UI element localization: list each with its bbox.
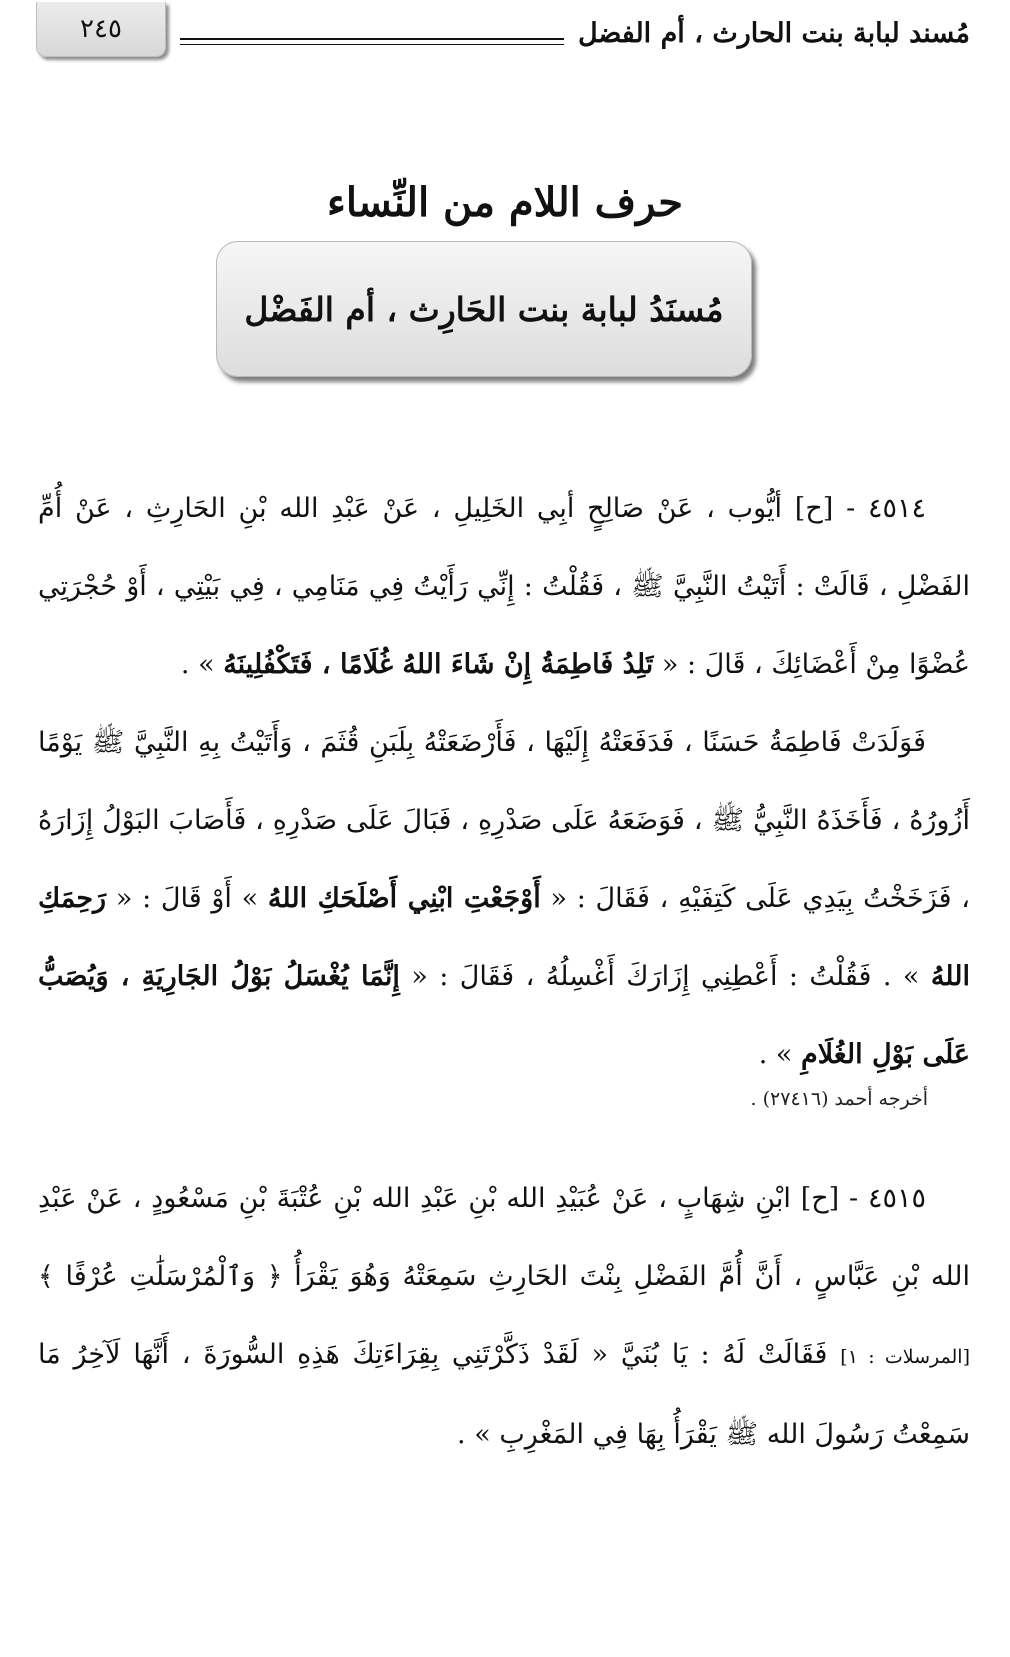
prophetic-quote: إِنَّمَا يُغْسَلُ بَوْلُ الجَارِيَةِ ، وَيُصَبُّ عَلَى بَوْلِ الغُلَامِ (38, 961, 970, 1070)
prophetic-quote: أَوْجَعْتِ ابْنِي أَصْلَحَكِ اللهُ (267, 883, 541, 914)
hadith-4514-paragraph-2 (38, 704, 970, 1094)
running-title: مُسند لبابة بنت الحارث ، أم الفضل (577, 17, 970, 49)
hadith-4515 (38, 1160, 970, 1474)
citation: أخرجه أحمد (٢٧٤١٦) . (750, 1088, 928, 1110)
section-title: حرف اللام من النِّساء (327, 178, 683, 226)
quran-reference: [المرسلات : ١] (840, 1346, 970, 1368)
hadith-text: فَوَلَدَتْ فَاطِمَةُ حَسَنًا ، فَدَفَعَتْهُ إِلَيْهَا ، فَأَرْضَعَتْهُ بِلَبَنِ قُثَمَ ، وَأَتَيْتُ بِهِ النَّبِيَّ ﷺ يَوْمًا أَزُورُهُ ، فَأَخَذَهُ النَّبِيُّ ﷺ ، فَوَضَعَهُ عَلَى صَدْرِهِ ، فَبَالَ عَلَى صَدْرِهِ ، فَأَصَابَ البَوْلُ إِزَارَهُ ، فَزَخَخْتُ بِيَدِي عَلَى كَتِفَيْهِ ، فَقَالَ : « (38, 727, 970, 914)
hadith-text: » . (758, 1039, 793, 1070)
prophetic-quote: رَحِمَكِ اللهُ (38, 883, 970, 992)
chapter-title: مُسنَدُ لبابة بنت الحَارِث ، أم الفَضْل (244, 289, 724, 329)
hadith-text: » أَوْ قَالَ : « (115, 883, 259, 914)
hadith-4514 (38, 470, 970, 1094)
hadith-text: ٤٥١٥ - [ح] ابْنِ شِهَابٍ ، عَنْ عُبَيْدِ الله بْنِ عَبْدِ الله بْنِ عُتْبَةَ بْنِ مَسْعُودٍ ، عَنْ عَبْدِ الله بْنِ عَبَّاسٍ ، أَنَّ أُمَّ الفَضْلِ بِنْتَ الحَارِثِ سَمِعَتْهُ وَهُوَ يَقْرَأُ ﴿ وَٱلْمُرْسَلَٰتِ عُرْفًا ﴾ (38, 1183, 970, 1292)
header-rule (180, 38, 564, 40)
chapter-title-box (216, 241, 752, 377)
header-rule-thin (180, 44, 564, 45)
hadith-4515-paragraph-1 (38, 1160, 970, 1474)
page-header (0, 0, 1010, 70)
hadith-text: ٤٥١٤ - [ح] أيُّوب ، عَنْ صَالِحٍ أبِي الخَلِيلِ ، عَنْ عَبْدِ الله بْنِ الحَارِثِ ، عَنْ أُمِّ الفَضْلِ ، قَالَتْ : أَتَيْتُ النَّبِيَّ ﷺ ، فَقُلْتُ : إِنِّي رَأَيْتُ فِي مَنَامِي ، فِي بَيْتِي ، أَوْ حُجْرَتِي عُضْوًا مِنْ أَعْضَائِكَ ، قَالَ : « (38, 493, 970, 680)
prophetic-quote: تَلِدُ فَاطِمَةُ إِنْ شَاءَ اللهُ غُلَامًا ، فَتَكْفُلِينَهُ (223, 649, 654, 680)
hadith-text: » . فَقُلْتُ : أَعْطِنِي إِزَارَكَ أَغْسِلُهُ ، فَقَالَ : « (411, 961, 920, 992)
hadith-text: فَقَالَتْ لَهُ : يَا بُنَيَّ « لَقَدْ ذَكَّرْتَنِي بِقِرَاءَتِكَ هَذِهِ السُّورَةَ ، أَنَّهَا لَآخِرُ مَا سَمِعْتُ رَسُولَ الله ﷺ يَقْرَأُ بِهَا فِي المَغْرِبِ » . (38, 1339, 970, 1450)
hadith-4514-paragraph-1 (38, 470, 970, 704)
page-number: ٢٤٥ (36, 2, 166, 57)
hadith-text: » . (180, 649, 215, 680)
